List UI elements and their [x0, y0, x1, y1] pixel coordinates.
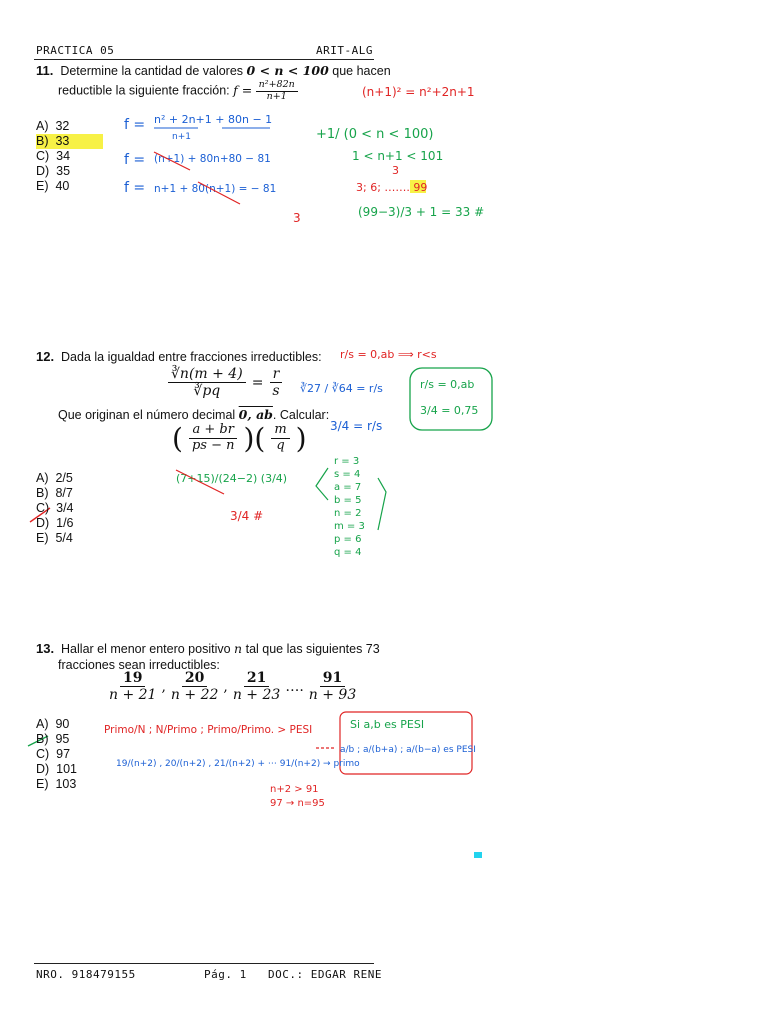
- q13-number: 13.: [36, 641, 55, 656]
- q12-expr-b: [271, 423, 289, 454]
- q12-note-val: s = 4: [334, 469, 361, 480]
- q11-f: f =: [233, 82, 253, 98]
- q12-eq-num: ∛n(m + 4): [168, 366, 246, 383]
- q11-note-div3b: 3: [392, 164, 399, 177]
- q12-eq-rhs-den: s: [272, 383, 280, 400]
- q12-option-c: C) 3/4: [36, 501, 74, 515]
- q13-fraction: $\frac{91}{n + 93}$: [308, 670, 357, 704]
- q13-option-a: A) 90: [36, 717, 70, 731]
- q12-expr-a-den: ps − n: [191, 438, 235, 453]
- q12-note-ratio: 3/4 = r/s: [330, 419, 383, 433]
- q12-eq-right: [269, 366, 282, 399]
- q11-note-range: +1/ (0 < n < 100): [316, 127, 434, 142]
- q12-note-values: [334, 456, 365, 558]
- q13-note-box-line: a/b ; a/(b+a) ; a/(b−a) es PESI: [340, 745, 476, 755]
- q13-var: n: [234, 641, 243, 656]
- q13-fraction: $\frac{19}{n + 21}$: [109, 670, 157, 704]
- q12-expr-a: [189, 423, 238, 454]
- q12-eq-equals: =: [251, 374, 264, 391]
- q13-text-a: Hallar el menor entero positivo: [61, 642, 231, 656]
- q12-note-top: r/s = 0,ab ⟹ r<s: [340, 348, 437, 361]
- q11-option-d: D) 35: [36, 164, 71, 178]
- q12-option-d: D) 1/6: [36, 516, 74, 530]
- q11-note-div3: 3: [293, 211, 301, 225]
- q13-line1: [36, 641, 380, 657]
- q13-note-primo: Primo/N ; N/Primo ; Primo/Primo. > PESI: [104, 724, 313, 736]
- q12-option-e: E) 5/4: [36, 531, 73, 545]
- q13-note-result: 97 → n=95: [270, 798, 325, 809]
- q13-ellipsis: ….: [285, 678, 304, 695]
- q12-note-answer: 3/4 #: [230, 509, 264, 523]
- q11-note-step1-num: n² + 2n+1 + 80n − 1: [154, 113, 273, 126]
- q12-expr-b-num: m: [271, 423, 289, 439]
- q12-note-bracket-left: [316, 468, 328, 500]
- q11-note-step3: n+1 + 80(n+1) = − 81: [154, 183, 277, 195]
- q11-text-c: reductible la siguiente fracción:: [58, 83, 230, 98]
- q11-option-e: E) 40: [36, 179, 70, 193]
- q12-note-cube: ∛27 / ∛64 = r/s: [300, 382, 383, 395]
- q12-note-val: r = 3: [334, 456, 360, 467]
- q12-note-val: a = 7: [334, 482, 362, 493]
- q11-note-f1: f =: [124, 117, 146, 133]
- q11-frac-den: n+1: [266, 90, 287, 102]
- q11-note-step1-den: n+1: [172, 132, 191, 142]
- stray-mark: [474, 852, 482, 858]
- q12-text-a: Dada la igualdad entre fracciones irreductibles:: [61, 350, 322, 364]
- q12-expr-a-num: a + br: [189, 423, 236, 439]
- q12-eq-den: ∛pq: [193, 383, 221, 400]
- q13-option-b: B) 95: [36, 732, 70, 746]
- footer-rule: [34, 963, 374, 964]
- q11-note-range2: 1 < n+1 < 101: [352, 149, 444, 163]
- q13-option-e: E) 103: [36, 777, 77, 791]
- q12-note-val: n = 2: [334, 508, 362, 519]
- q12-equation: [168, 366, 283, 399]
- q11-condition: 0 < n < 100: [246, 63, 329, 78]
- q11-option-c: C) 34: [36, 149, 71, 163]
- q13-fraction: $\frac{20}{n + 22}$: [170, 670, 219, 704]
- q13-text-b: tal que las siguientes 73: [245, 642, 380, 656]
- q13-fractions: $\frac{19}{n + 21}$ , $\frac{20}{n + 22}$ , $\frac{21}{n + 23}$ …. $\frac{91}{n + 93}$: [106, 670, 359, 703]
- q12-note-val: p = 6: [334, 534, 362, 545]
- q11-option-b: B) 33: [36, 134, 103, 149]
- q12-expression: ( $\frac{a + br}{ps - n}$ )( $\frac{m}{q}$ ): [172, 422, 307, 455]
- q11-note-f3: f =: [124, 180, 146, 196]
- q13-option-d: D) 101: [36, 762, 77, 776]
- q12-decimal: 0, ab: [238, 407, 273, 422]
- q12-text-b: Que originan el número decimal: [58, 408, 236, 422]
- footer-nro: NRO. 918479155: [36, 968, 136, 981]
- q12-note-val: m = 3: [334, 521, 365, 532]
- q12-number: 12.: [36, 349, 55, 364]
- q11-option-a: A) 32: [36, 119, 70, 133]
- footer-page: Pág. 1: [204, 968, 247, 981]
- q13-line2: fracciones sean irreductibles:: [58, 658, 220, 672]
- q12-eq-left: [168, 366, 246, 399]
- q11-number: 11.: [36, 63, 54, 78]
- q12-option-b: B) 8/7: [36, 486, 73, 500]
- q12-expr-b-den: q: [276, 438, 285, 453]
- q13-option-c: C) 97: [36, 747, 71, 761]
- q13-note-chain: 19/(n+2) , 20/(n+2) , 21/(n+2) + ⋯ 91/(n+2) → primo: [116, 759, 360, 769]
- q12-line1: [36, 349, 322, 365]
- q12-note-val: q = 4: [334, 547, 362, 558]
- q12-note-box1: r/s = 0,ab: [420, 378, 475, 391]
- q13-fraction: $\frac{21}{n + 23}$: [232, 670, 281, 704]
- q12-note-sub: (7+15)/(24−2) (3/4): [176, 472, 288, 485]
- q11-text-b: que hacen: [332, 64, 391, 78]
- q11-frac-num: n²+82n: [256, 80, 298, 92]
- q13-note-box-title: Si a,b es PESI: [350, 718, 425, 731]
- q12-eq-rhs-num: r: [270, 366, 283, 383]
- q12-note-val: b = 5: [334, 495, 362, 506]
- header-left: PRACTICA 05: [36, 44, 115, 57]
- q12-line2: [58, 407, 329, 423]
- header-right: ARIT-ALG: [316, 44, 373, 57]
- q12-text-c: . Calcular:: [272, 408, 330, 422]
- q13-note-cond: n+2 > 91: [270, 784, 319, 795]
- q11-text-a: Determine la cantidad de valores: [60, 64, 244, 78]
- q11-note-count: (99−3)/3 + 1 = 33 #: [358, 205, 485, 219]
- footer-doc: DOC.: EDGAR RENE: [268, 968, 382, 981]
- q11-note-seq: 3; 6; ……. 99: [356, 181, 428, 194]
- q11-note-step2: (n+1) + 80n+80 − 81: [154, 153, 271, 165]
- q12-note-box2: 3/4 = 0,75: [420, 404, 479, 417]
- q12-option-a: A) 2/5: [36, 471, 73, 485]
- q12-note-bracket-right: [378, 478, 386, 530]
- q11-note-square: (n+1)² = n²+2n+1: [362, 85, 475, 99]
- q13-notes: [28, 712, 482, 858]
- q11-note-f2: f =: [124, 152, 146, 168]
